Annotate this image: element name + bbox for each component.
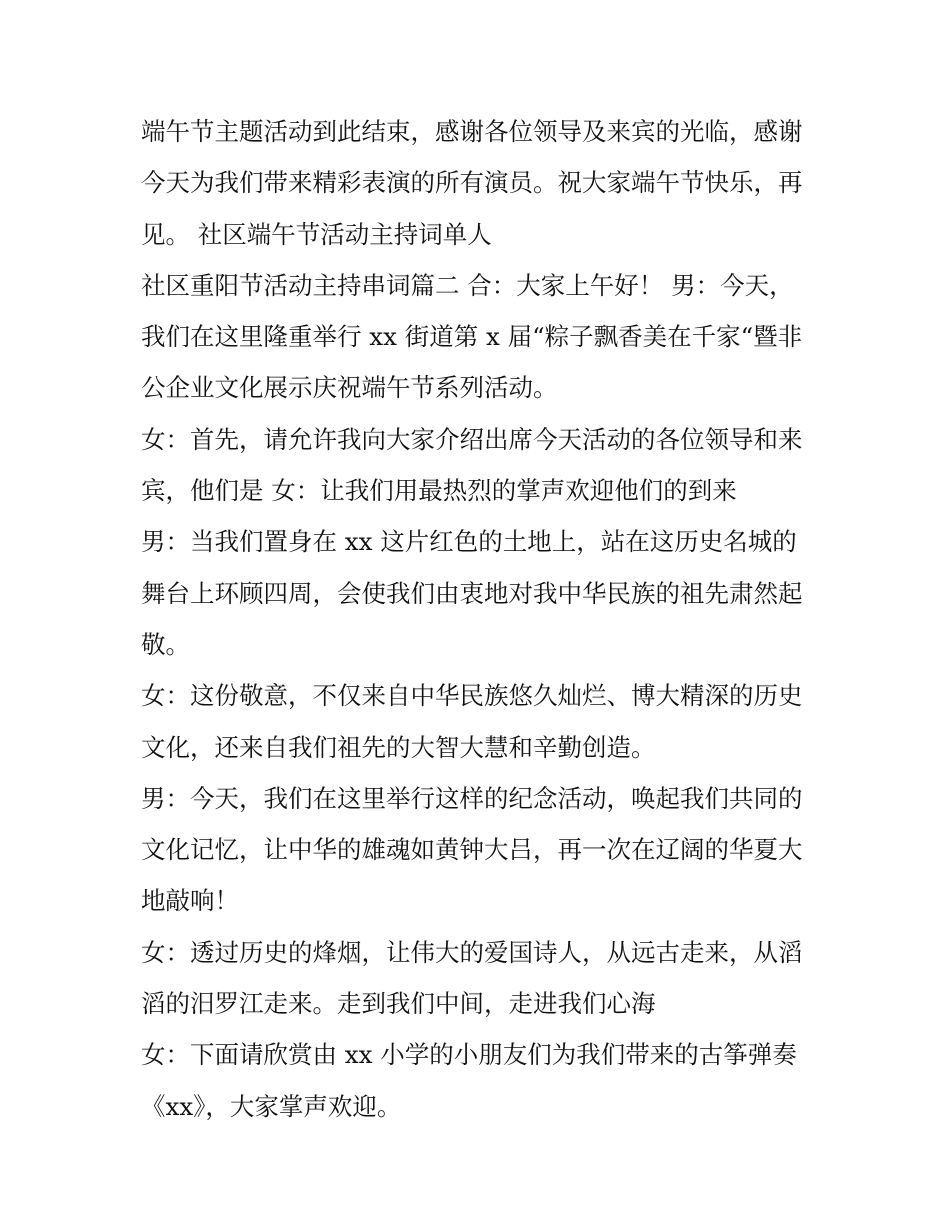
text-line: 滔的汨罗江走来。走到我们中间，走进我们心海 [141, 989, 656, 1019]
text-line: 男：当我们置身在 xx 这片红色的土地上，站在这历史名城的 [141, 527, 797, 557]
text-line: 文化记忆，让中华的雄魂如黄钟大吕，再一次在辽阔的华夏大 [141, 835, 803, 865]
document-body [141, 106, 821, 1132]
text-line: 宾，他们是 女：让我们用最热烈的掌声欢迎他们的到来 [141, 476, 737, 506]
text-line: 女：首先，请允许我向大家介绍出席今天活动的各位领导和来 [141, 424, 803, 454]
text-line: 《xx》，大家掌声欢迎。 [141, 1091, 402, 1121]
text-line: 社区重阳节活动主持串词篇二 合：大家上午好！ 男：今天， [141, 270, 794, 300]
text-line: 文化，还来自我们祖先的大智大慧和辛勤创造。 [141, 732, 656, 762]
text-line: 敬。 [141, 629, 190, 659]
text-line: 我们在这里隆重举行 xx 街道第 x 届“粽子飘香美在千家“暨非 [141, 322, 803, 352]
text-line: 女：下面请欣赏由 xx 小学的小朋友们为我们带来的古筝弹奏 [141, 1040, 797, 1070]
text-line: 端午节主题活动到此结束，感谢各位领导及来宾的光临，感谢 [141, 117, 803, 146]
text-line: 女：这份敬意，不仅来自中华民族悠久灿烂、博大精深的历史 [141, 681, 803, 711]
text-line: 今天为我们带来精彩表演的所有演员。祝大家端午节快乐，再 [141, 168, 803, 198]
text-line: 男：今天，我们在这里举行这样的纪念活动，唤起我们共同的 [141, 783, 803, 813]
text-line: 地敲响！ [141, 886, 239, 916]
text-line: 女：透过历史的烽烟，让伟大的爱国诗人，从远古走来，从滔 [141, 937, 803, 967]
text-line: 见。 社区端午节活动主持词单人 [141, 219, 492, 249]
text-line: 舞台上环顾四周，会使我们由衷地对我中华民族的祖先肃然起 [141, 578, 803, 608]
text-line: 公企业文化展示庆祝端午节系列活动。 [141, 373, 558, 403]
